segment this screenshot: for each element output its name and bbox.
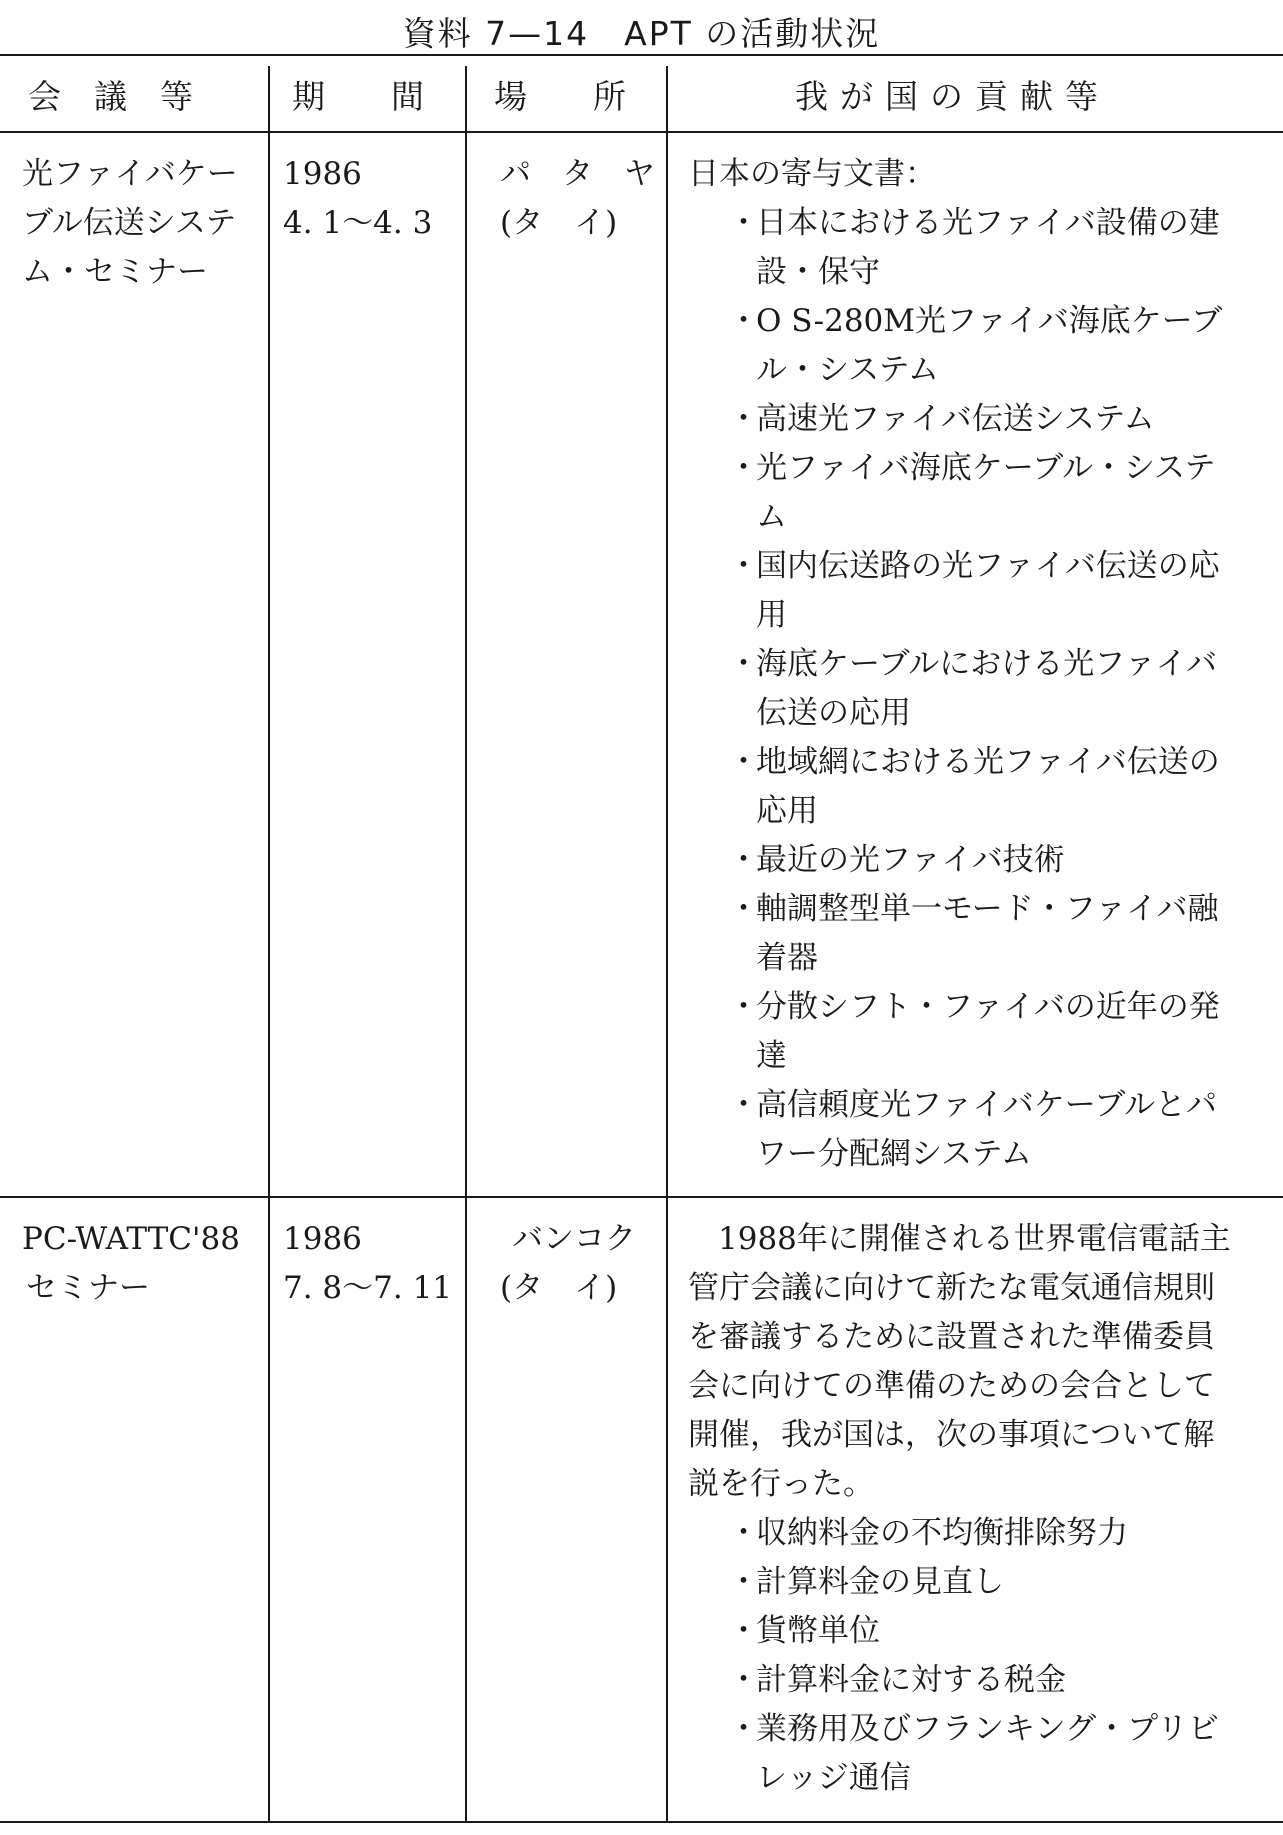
bullet-dot: ・ (728, 744, 759, 780)
bullet-dot: ・ (728, 1515, 759, 1551)
list-item-continued: 着器 (756, 940, 818, 976)
bullet-dot: ・ (728, 401, 759, 437)
meeting-cell (22, 1215, 240, 1313)
list-item: ・ 高速光ファイバ伝送システム (722, 395, 1273, 444)
place-cell (500, 1215, 636, 1313)
list-item: ・ 国内伝送路の光ファイバ伝送の応 (722, 542, 1273, 591)
list-item: ・ 光ファイバ海底ケーブル・システ (722, 444, 1273, 493)
bullet-dot: ・ (728, 989, 759, 1025)
list-item: ・ 貨幣単位 (722, 1607, 1273, 1656)
place-line: バンコク (512, 1221, 636, 1257)
list-item: ・ 高信頼度光ファイバケーブルとパ (722, 1081, 1273, 1130)
table-row (0, 1215, 1283, 1815)
list-item-continued: ル・システム (756, 352, 939, 388)
meeting-cell (22, 150, 238, 297)
list-item: ・ 業務用及びフランキング・プリビ (722, 1705, 1273, 1754)
period-line: 1986 (283, 1221, 362, 1257)
table-top-rule (0, 54, 1283, 56)
paragraph-line: 会に向けての準備のための会合として (688, 1368, 1215, 1404)
bullet-dot: ・ (728, 205, 759, 241)
meeting-line: セミナー (26, 1270, 150, 1306)
header-place: 場 所 (494, 77, 626, 116)
place-line: パ タ ヤ (500, 156, 655, 192)
row-divider-rule (0, 1196, 1283, 1198)
list-item: ・ 日本における光ファイバ設備の建 (722, 199, 1273, 248)
list-item-continued: ム (756, 499, 787, 535)
paragraph-line: 開催，我が国は，次の事項について解 (688, 1417, 1215, 1453)
place-line: (タ イ) (500, 1270, 618, 1306)
list-item: ・ 最近の光ファイバ技術 (722, 836, 1273, 885)
list-item-continued: 達 (756, 1038, 787, 1074)
meeting-line: PC-WATTC'88 (22, 1221, 240, 1257)
bullet-dot: ・ (728, 1613, 759, 1649)
period-line: 1986 (283, 156, 362, 192)
list-item-continued: 応用 (756, 793, 818, 829)
bullet-dot: ・ (728, 1711, 759, 1747)
bullet-dot: ・ (728, 1087, 759, 1123)
meeting-line: ブル伝送システ (22, 205, 237, 241)
list-item-continued: ワー分配網システム (756, 1136, 1032, 1172)
bullet-dot: ・ (728, 450, 759, 486)
bullet-dot: ・ (728, 891, 759, 927)
table-bottom-rule (0, 1821, 1283, 1823)
list-item: ・ 計算料金に対する税金 (722, 1656, 1273, 1705)
contribution-cell (688, 150, 1273, 1179)
bullet-dot: ・ (728, 303, 759, 339)
document-title: 資料 7—14 APT の活動状況 (402, 14, 881, 53)
meeting-line: ム・セミナー (22, 254, 208, 290)
list-item-continued: レッジ通信 (756, 1760, 911, 1796)
contribution-intro: 日本の寄与文書： (688, 156, 936, 192)
contribution-cell (688, 1215, 1273, 1803)
list-item: ・ 分散シフト・ファイバの近年の発 (722, 983, 1273, 1032)
list-item: ・ O S-280M光ファイバ海底ケーブ (722, 297, 1273, 346)
place-cell (500, 150, 655, 248)
list-item: ・ 収納料金の不均衡排除努力 (722, 1509, 1273, 1558)
period-cell (283, 1215, 452, 1313)
period-line: 4. 1〜4. 3 (283, 205, 433, 241)
header-period: 期 間 (292, 77, 424, 116)
list-item-continued: 伝送の応用 (756, 695, 911, 731)
meeting-line: 光ファイバケー (22, 156, 238, 192)
list-item-continued: 設・保守 (756, 254, 880, 290)
list-item: ・ 海底ケーブルにおける光ファイバ (722, 640, 1273, 689)
table-row (0, 150, 1283, 1190)
list-item: ・ 計算料金の見直し (722, 1558, 1273, 1607)
bullet-dot: ・ (728, 646, 759, 682)
paragraph-line: を審議するために設置された準備委員 (688, 1319, 1215, 1355)
header-bottom-rule (0, 131, 1283, 133)
list-item: ・ 軸調整型単一モード・ファイバ融 (722, 885, 1273, 934)
period-line: 7. 8〜7. 11 (283, 1270, 453, 1306)
bullet-dot: ・ (728, 842, 759, 878)
header-contribution: 我が国の貢献等 (795, 77, 1110, 116)
bullet-dot: ・ (728, 1662, 759, 1698)
place-line: (タ イ) (500, 205, 618, 241)
header-meeting: 会 議 等 (28, 77, 193, 116)
bullet-dot: ・ (728, 1564, 759, 1600)
list-item-continued: 用 (756, 597, 787, 633)
period-cell (283, 150, 432, 248)
paragraph-line: 管庁会議に向けて新たな電気通信規則 (688, 1270, 1215, 1306)
list-item: ・ 地域網における光ファイバ伝送の (722, 738, 1273, 787)
bullet-dot: ・ (728, 548, 759, 584)
paragraph-line: 説を行った。 (688, 1466, 874, 1502)
paragraph-line: 1988年に開催される世界電信電話主 (718, 1221, 1231, 1257)
